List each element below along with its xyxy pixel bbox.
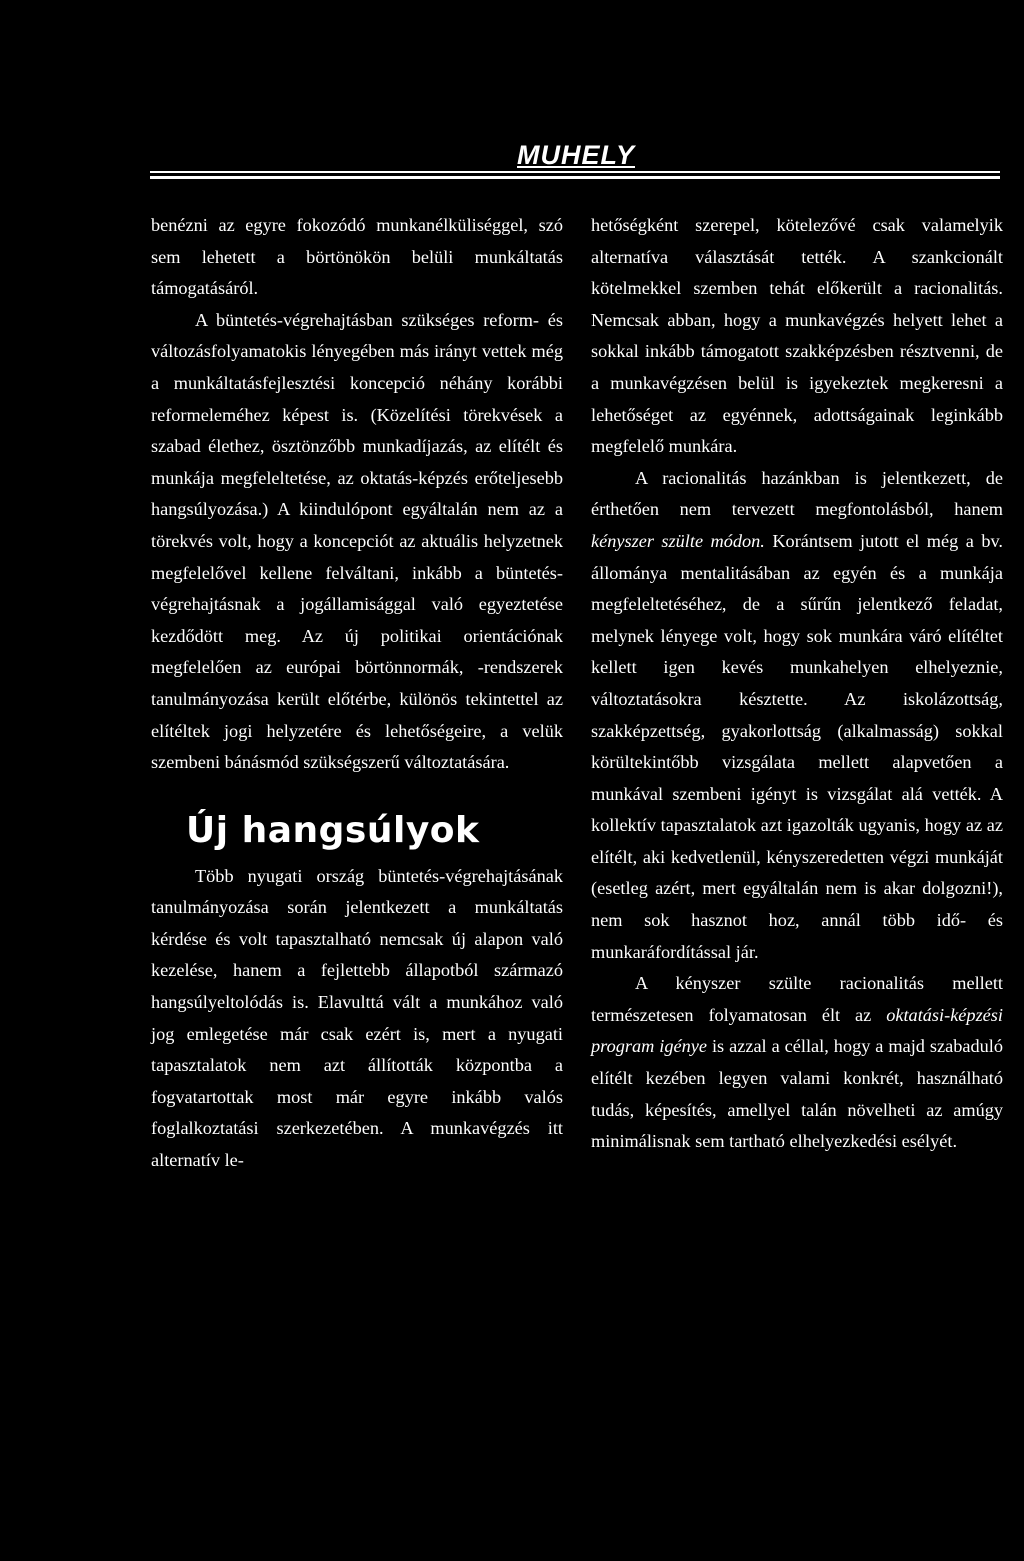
left-column: [151, 210, 563, 1177]
header-rule-thick: [150, 176, 1000, 179]
left-paragraph-2: A büntetés-végrehajtásban szükséges reform- és változásfolyamatokis lényegében más irányt vettek még a munkáltatásfejlesztési koncepció néhány korábbi reformeleméhez képest is. (Közelítési törekvések a szabad élethez, ösztönzőbb munkadíjazás, az elítélt és munkája megfeleltetése, az oktatás-képzés erőteljesebb hangsúlyozása.) A kiindulópont egyáltalán nem az a törekvés volt, hogy a koncepciót az aktuális helyzetnek megfelelővel kellene felváltani, inkább a büntetés- végrehajtásnak a jogállamisággal való egyeztetése kezdődött meg. Az új politikai orientációnak megfelelően az európai börtönnormák, -rendszerek tanulmányozása került előtérbe, különös tekintettel az elítéltek jogi helyzetére és lehetőségeire, a velük szembeni bánásmód szükségszerű változtatására.: [151, 309, 563, 773]
right-paragraph-2-text-b: Korántsem jutott el még a bv. állománya mentalitásában az egyén és a munkája megfeleltetéséhez, de a sűrűn jelentkező feladat, melynek lényege volt, hogy sok munkára váró elítéltet kellett igen kevés munkahelyen elhelyeznie, változtatásokra késztette. Az iskolázottság, szakképzettség, gyakorlottság (alkalmasság) sokkal körültekintőbb vizsgálata mellett alapvetően a munkával szembeni igényt is vizsgálat alá vették. A kollektív tapasztalatok azt igazolták ugyanis, hogy az az elítélt, aki kedvetlenül, kényszeredetten végzi munkáját (esetleg azért, mert egyáltalán nem is akar dolgozni!), nem sok hasznot hoz, annál több idő- és munkaráfordítással jár.: [591, 530, 1003, 962]
right-paragraph-3: [591, 968, 1003, 1158]
right-paragraph-2-italic: kényszer szülte módon.: [591, 530, 765, 551]
subheading: Új hangsúlyok: [186, 809, 480, 851]
right-column: [591, 210, 1003, 1158]
right-paragraph-3-italic: oktatási-képzési program igénye: [591, 1004, 1003, 1057]
right-paragraph-2-text-a: A racionalitás hazánkban is jelentkezett, de érthetően nem tervezett megfontolásból, hanem: [591, 467, 1003, 520]
left-paragraph-1: benézni az egyre fokozódó munkanélküliséggel, szó sem lehetett a börtönökön belüli munkáltatás támogatásáról.: [151, 215, 563, 299]
right-paragraph-1: hetőségként szerepel, kötelezővé csak valamelyik alternatíva választását tették. A szankcionált kötelmekkel szemben tehát előkerült a racionalitás. Nemcsak abban, hogy a munkavégzés helyett lehet a sokkal inkább támogatott szakképzésben résztvenni, de a munkavégzésen belül is igyekeztek megkeresni a lehetőséget az egyénnek, adottságainak leginkább megfelelő munkára.: [591, 215, 1003, 457]
left-paragraph-3: Több nyugati ország büntetés-végrehajtásának tanulmányozása során jelentkezett a munkáltatás kérdése és volt tapasztalható nemcsak új alapon való kezelése, hanem a fejlettebb állapotból származó hangsúlyeltolódás is. Elavulttá vált a munkához való jog emlegetése már csak ezért is, mert a nyugati tapasztalatok nem azt állították központba a fogvatartottak most már egyre inkább valós foglalkoztatási szerkezetében. A munkavégzés itt alternatív le-: [151, 865, 563, 1171]
right-paragraph-2: [591, 463, 1003, 969]
header-rule: [150, 171, 1000, 173]
page-header: [150, 134, 1000, 184]
right-paragraph-3-text-b: is azzal a céllal, hogy a majd szabaduló elítélt kezében legyen valami konkrét, használható tudás, képesítés, amellyel talán növelheti az amúgy minimálisnak sem tartható elhelyezkedési esélyét.: [591, 1036, 1003, 1152]
right-paragraph-3-text-a: A kényszer szülte racionalitás mellett természetesen folyamatosan élt az: [591, 973, 1003, 1025]
section-title: MUHELY: [517, 140, 635, 170]
